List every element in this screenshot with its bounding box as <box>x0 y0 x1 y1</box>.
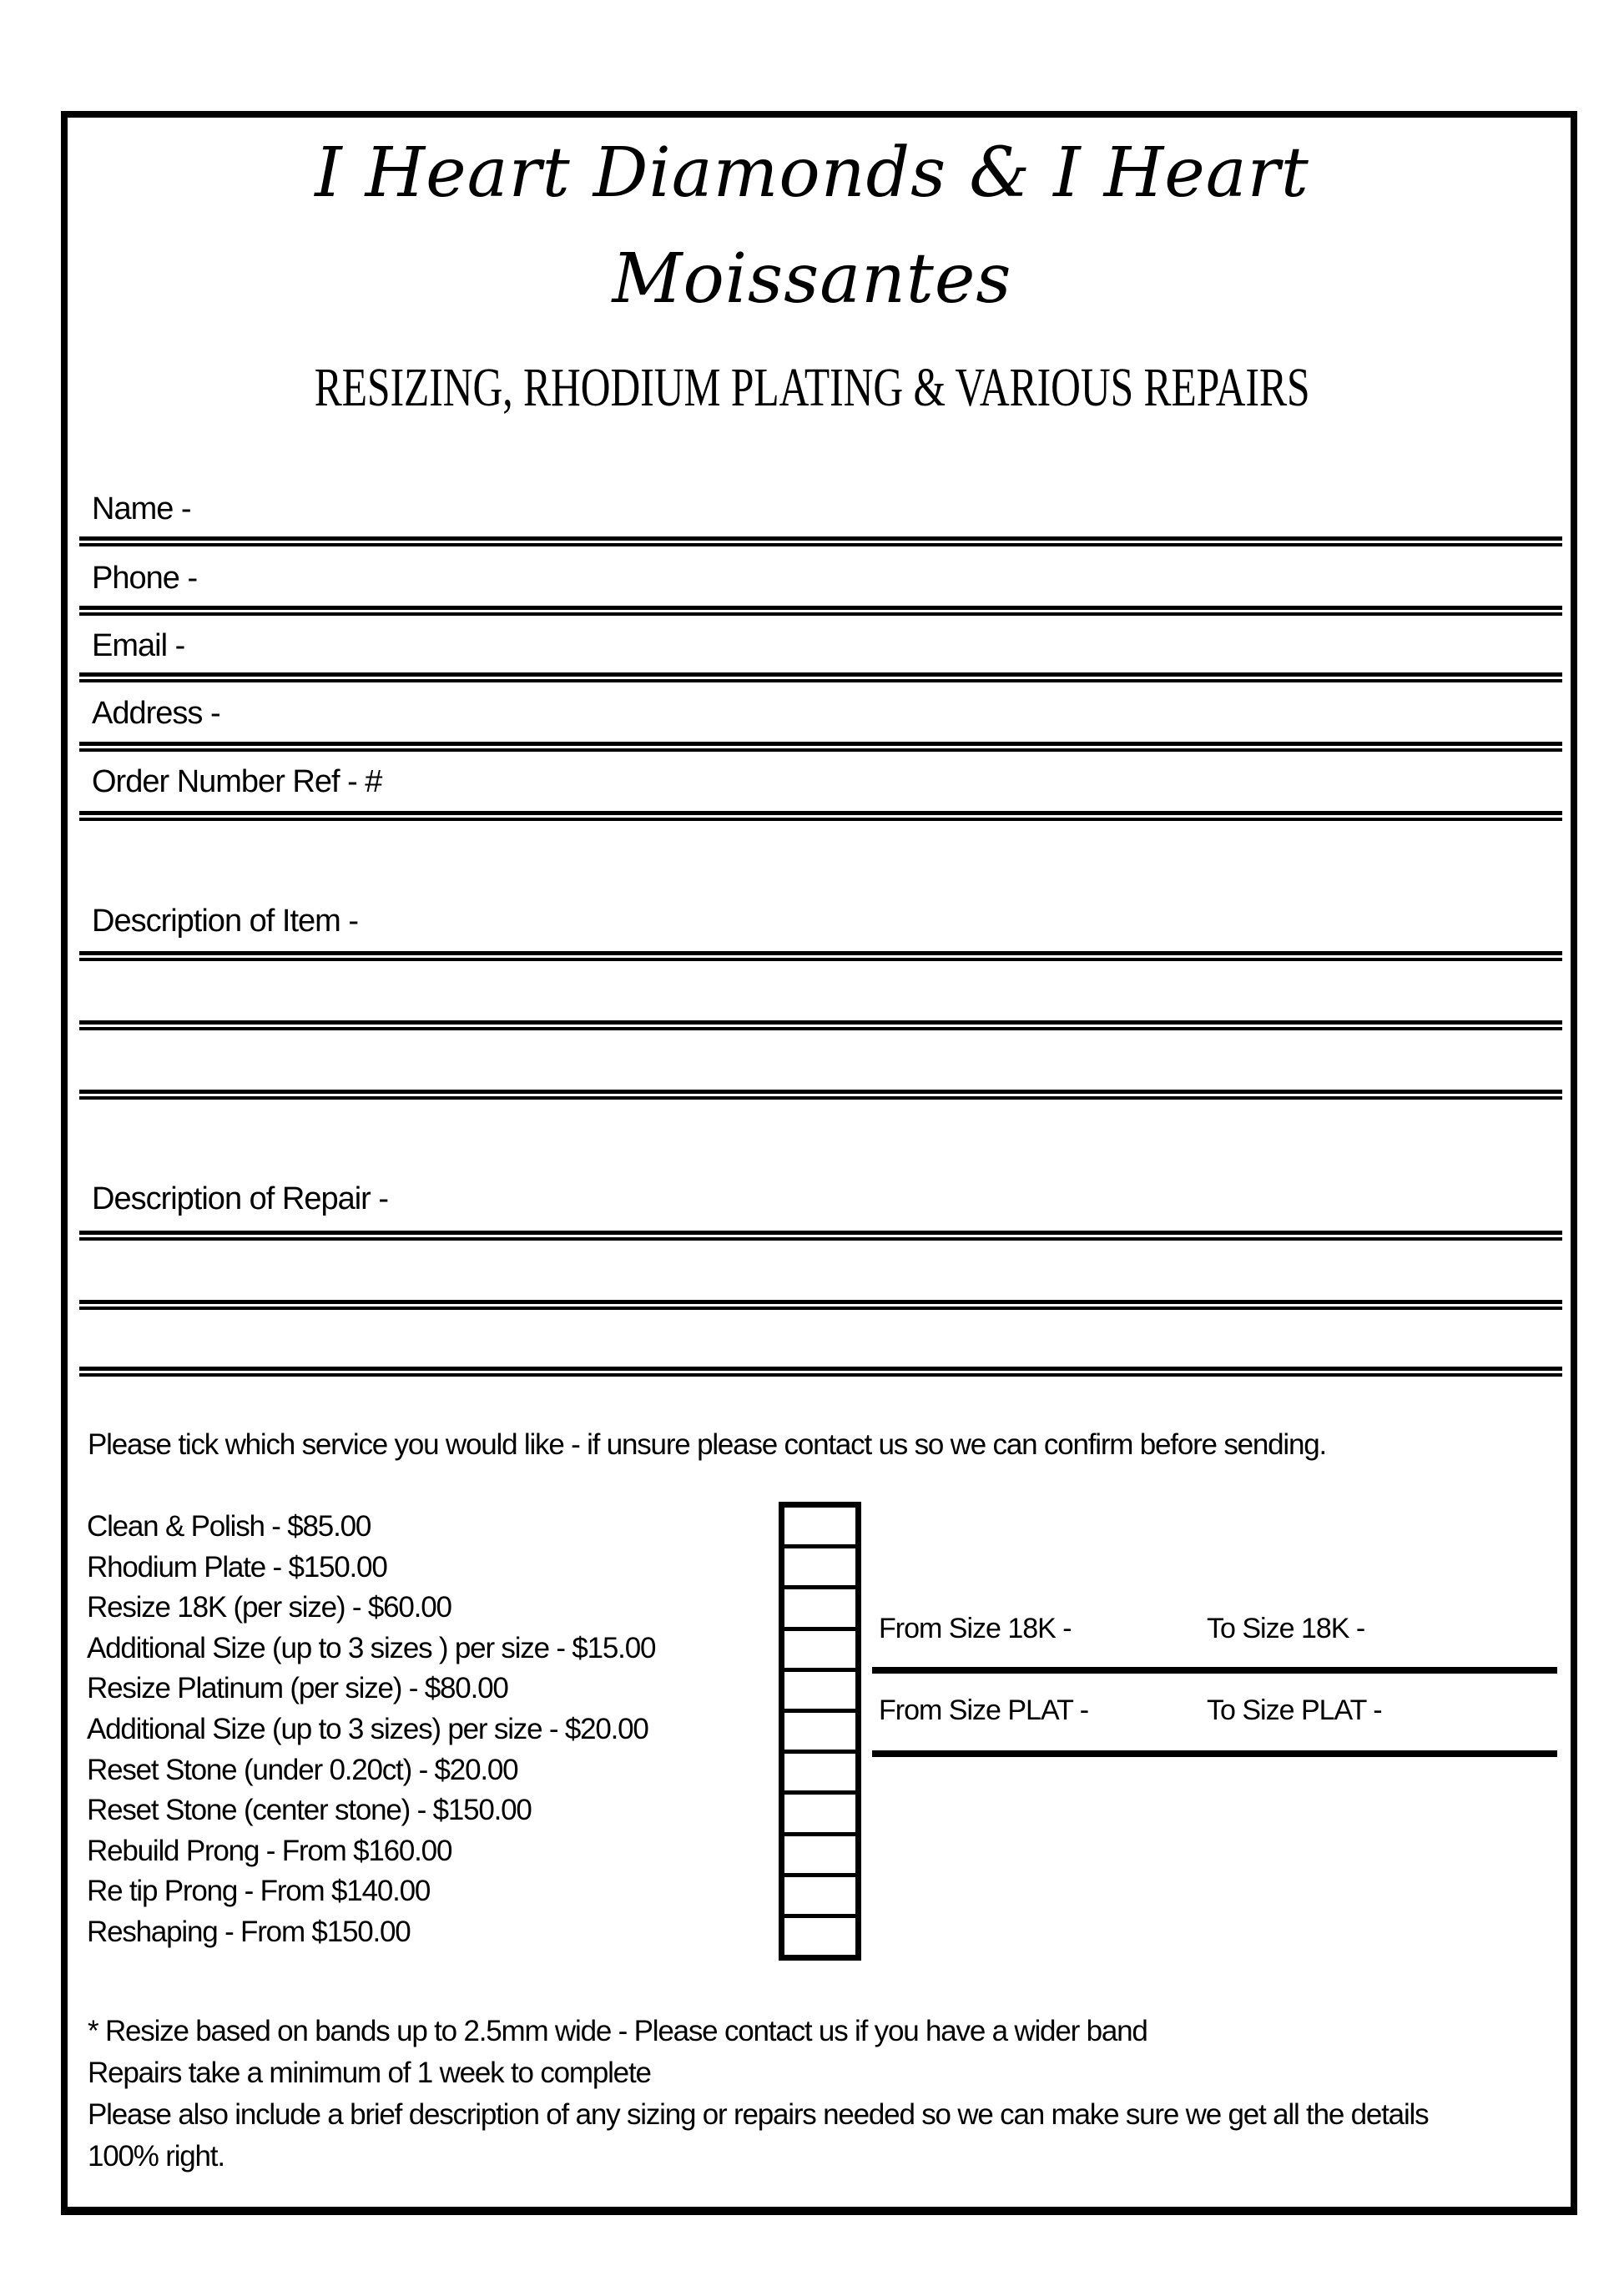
to-size-18k-label: To Size 18K - <box>1207 1613 1365 1644</box>
service-checkbox-1[interactable] <box>784 1548 855 1589</box>
field-label-4: Order Number Ref - # <box>92 764 382 799</box>
service-item-1: Rhodium Plate - $150.00 <box>87 1550 387 1584</box>
field-label-0: Name - <box>92 491 191 526</box>
service-checkbox-column <box>779 1502 861 1961</box>
service-item-6: Reset Stone (under 0.20ct) - $20.00 <box>87 1753 518 1786</box>
service-checkbox-4[interactable] <box>784 1672 855 1713</box>
service-checkbox-5[interactable] <box>784 1713 855 1754</box>
repair-write-line-1 <box>79 1300 1562 1310</box>
footnote-line-1: Repairs take a minimum of 1 week to complete <box>88 2057 651 2089</box>
service-item-9: Re tip Prong - From $140.00 <box>87 1875 431 1908</box>
description-of-item-label: Description of Item - <box>92 904 358 939</box>
item-write-line-2 <box>79 1090 1562 1100</box>
service-item-8: Rebuild Prong - From $160.00 <box>87 1834 452 1867</box>
page-title-line2: Moissantes <box>612 239 1012 319</box>
size-plat-write-line <box>872 1750 1557 1757</box>
item-write-line-1 <box>79 1020 1562 1030</box>
service-item-4: Resize Platinum (per size) - $80.00 <box>87 1672 508 1705</box>
repair-write-line-2 <box>79 1367 1562 1377</box>
service-item-3: Additional Size (up to 3 sizes ) per size - $15.00 <box>87 1631 656 1664</box>
field-label-2: Email - <box>92 628 185 663</box>
field-write-line-1 <box>79 606 1562 616</box>
footnote-line-0: * Resize based on bands up to 2.5mm wide - Please contact us if you have a wider band <box>88 2015 1147 2047</box>
to-size-plat-label: To Size PLAT - <box>1207 1694 1382 1726</box>
field-write-line-2 <box>79 672 1562 682</box>
service-item-7: Reset Stone (center stone) - $150.00 <box>87 1794 532 1827</box>
service-item-0: Clean & Polish - $85.00 <box>87 1510 371 1543</box>
service-checkbox-7[interactable] <box>784 1795 855 1835</box>
from-size-plat-label: From Size PLAT - <box>879 1694 1089 1726</box>
description-of-repair-label: Description of Repair - <box>92 1181 389 1216</box>
service-checkbox-8[interactable] <box>784 1836 855 1877</box>
item-write-line-0 <box>79 951 1562 961</box>
service-item-5: Additional Size (up to 3 sizes) per size - $20.00 <box>87 1712 648 1745</box>
size-18k-write-line <box>872 1667 1557 1674</box>
service-checkbox-10[interactable] <box>784 1918 855 1955</box>
footnote-line-2: Please also include a brief description of any sizing or repairs needed so we can make sure we get all the details <box>88 2098 1429 2131</box>
field-write-line-3 <box>79 742 1562 752</box>
service-item-2: Resize 18K (per size) - $60.00 <box>87 1591 451 1624</box>
field-label-3: Address - <box>92 696 220 731</box>
service-item-10: Reshaping - From $150.00 <box>87 1915 411 1948</box>
subtitle-row <box>0 359 1624 431</box>
service-checkbox-0[interactable] <box>784 1508 855 1548</box>
page-subtitle: RESIZING, RHODIUM PLATING & VARIOUS REPAIRS <box>314 357 1310 418</box>
page-title-line1: I Heart Diamonds & I Heart <box>315 133 1309 213</box>
field-label-1: Phone - <box>92 561 198 596</box>
repair-write-line-0 <box>79 1231 1562 1241</box>
footnote-line-3: 100% right. <box>88 2140 224 2173</box>
field-write-line-4 <box>79 811 1562 821</box>
service-checkbox-2[interactable] <box>784 1589 855 1630</box>
footnotes <box>88 2011 1428 2178</box>
service-checkbox-6[interactable] <box>784 1754 855 1795</box>
service-price-list <box>87 1507 655 1953</box>
field-write-line-0 <box>79 536 1562 546</box>
service-checkbox-3[interactable] <box>784 1631 855 1672</box>
from-size-18k-label: From Size 18K - <box>879 1613 1072 1644</box>
service-checkbox-9[interactable] <box>784 1877 855 1918</box>
tick-service-instruction: Please tick which service you would like - if unsure please contact us so we can confirm before sending. <box>88 1428 1327 1461</box>
